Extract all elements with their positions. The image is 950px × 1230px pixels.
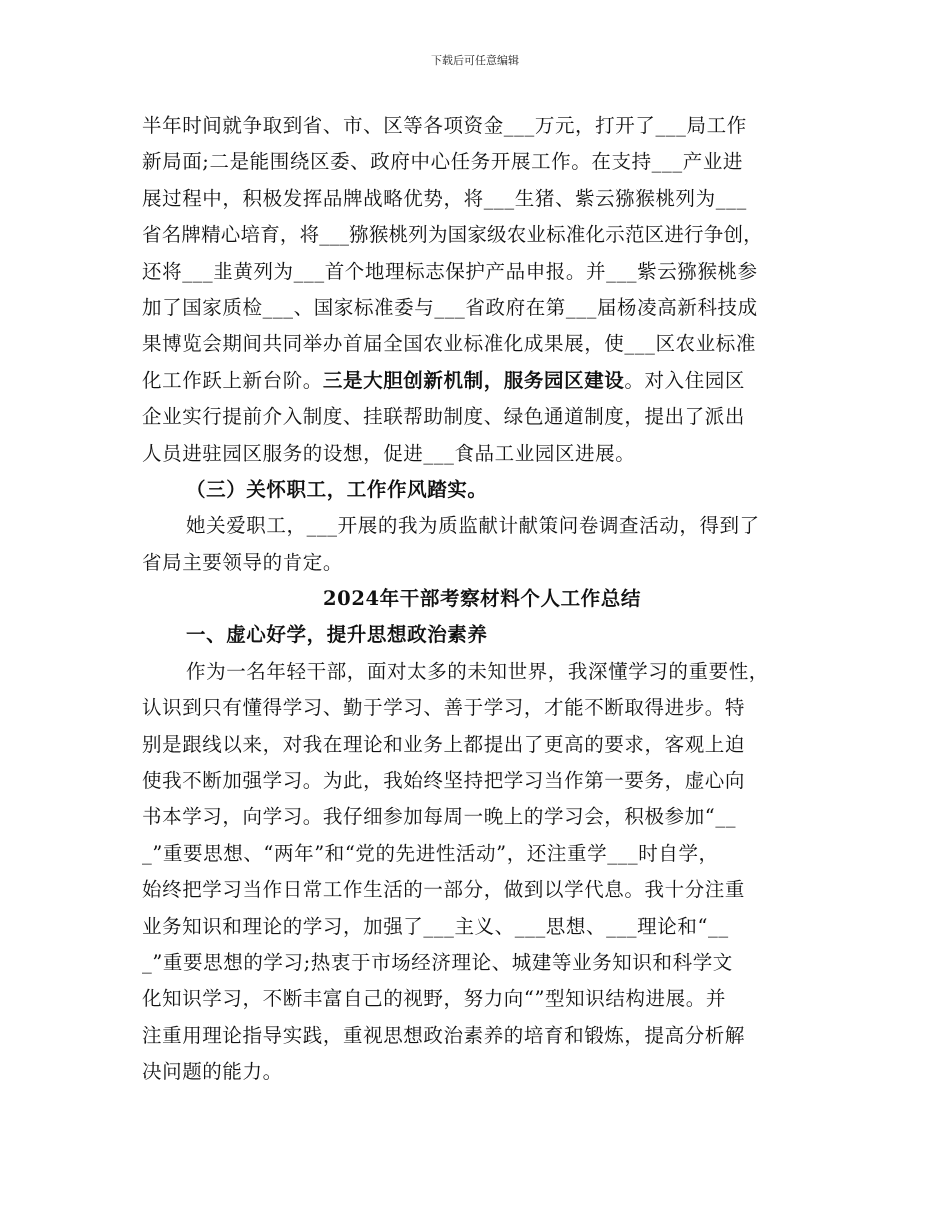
section-heading: （三）关怀职工，工作作风踏实。 [186, 477, 488, 501]
text-line: 省名牌精心培育，将___猕猴桃列为国家级农业标准化示范区进行争创， [142, 223, 763, 247]
text-line: 半年时间就争取到省、市、区等各项资金___万元，打开了___局工作 [142, 114, 747, 137]
text-line: 书本学习，向学习。我仔细参加每周一晚上的学习会，积极参加“__ [142, 805, 737, 829]
text-line: 别是跟线以来，对我在理论和业务上都提出了更高的要求，客观上迫 [142, 732, 746, 756]
text-segment: 。对入住园区 [624, 368, 746, 392]
text-line: 始终把学习当作日常工作生活的一部分，做到以学代息。我十分注重 [142, 878, 746, 902]
text-line: 省局主要领导的肯定。 [142, 550, 344, 574]
text-line: 展过程中，积极发挥品牌战略优势，将___生猪、紫云猕猴桃列为___ [142, 186, 747, 210]
text-line: 还将___韭黄列为___首个地理标志保护产品申报。并___紫云猕猴桃参 [142, 259, 758, 283]
text-line: 人员进驻园区服务的设想，促进___食品工业园区进展。 [142, 441, 636, 465]
text-line: 化知识学习，不断丰富自己的视野，努力向“”型知识结构进展。并 [142, 987, 726, 1011]
section-heading: 一、虚心好学，提升思想政治素养 [186, 623, 488, 647]
text-line: 注重用理论指导实践，重视思想政治素养的培育和锻炼，提高分析解 [142, 1023, 746, 1047]
text-line: 企业实行提前介入制度、挂联帮助制度、绿色通道制度，提出了派出 [142, 405, 746, 429]
document-title: 2024年干部考察材料个人工作总结 [323, 587, 641, 611]
text-line: _”重要思想的学习;热衷于市场经济理论、城建等业务知识和科学文 [142, 950, 733, 974]
page-header: 下载后可任意编辑 [431, 54, 519, 67]
text-line-mixed [142, 363, 822, 399]
text-line: 作为一名年轻干部，面对太多的未知世界，我深懂学习的重要性， [186, 659, 769, 683]
text-line: 果博览会期间共同举办首届全国农业标准化成果展，使___区农业标准 [142, 332, 756, 356]
inline-heading: 三是大胆创新机制，服务园区建设 [322, 368, 625, 392]
text-line: 加了国家质检___、国家标准委与___省政府在第___届杨凌高新科技成 [142, 295, 758, 319]
text-line: 新局面;二是能围绕区委、政府中心任务开展工作。在支持___产业进 [142, 150, 744, 174]
text-line: _”重要思想、“两年”和“党的先进性活动”，还注重学___时自学， [142, 841, 719, 865]
text-segment: 化工作跃上新台阶。 [142, 368, 323, 392]
text-line: 她关爱职工，___开展的我为质监献计献策问卷调查活动，得到了 [186, 514, 760, 538]
text-line: 业务知识和理论的学习，加强了___主义、___思想、___理论和“__ [142, 914, 729, 938]
document-body [142, 108, 822, 1091]
text-line: 认识到只有懂得学习、勤于学习、善于学习，才能不断取得进步。特 [142, 696, 746, 720]
text-line: 使我不断加强学习。为此，我始终坚持把学习当作第一要务，虚心向 [142, 769, 746, 793]
text-line: 决问题的能力。 [142, 1060, 283, 1084]
